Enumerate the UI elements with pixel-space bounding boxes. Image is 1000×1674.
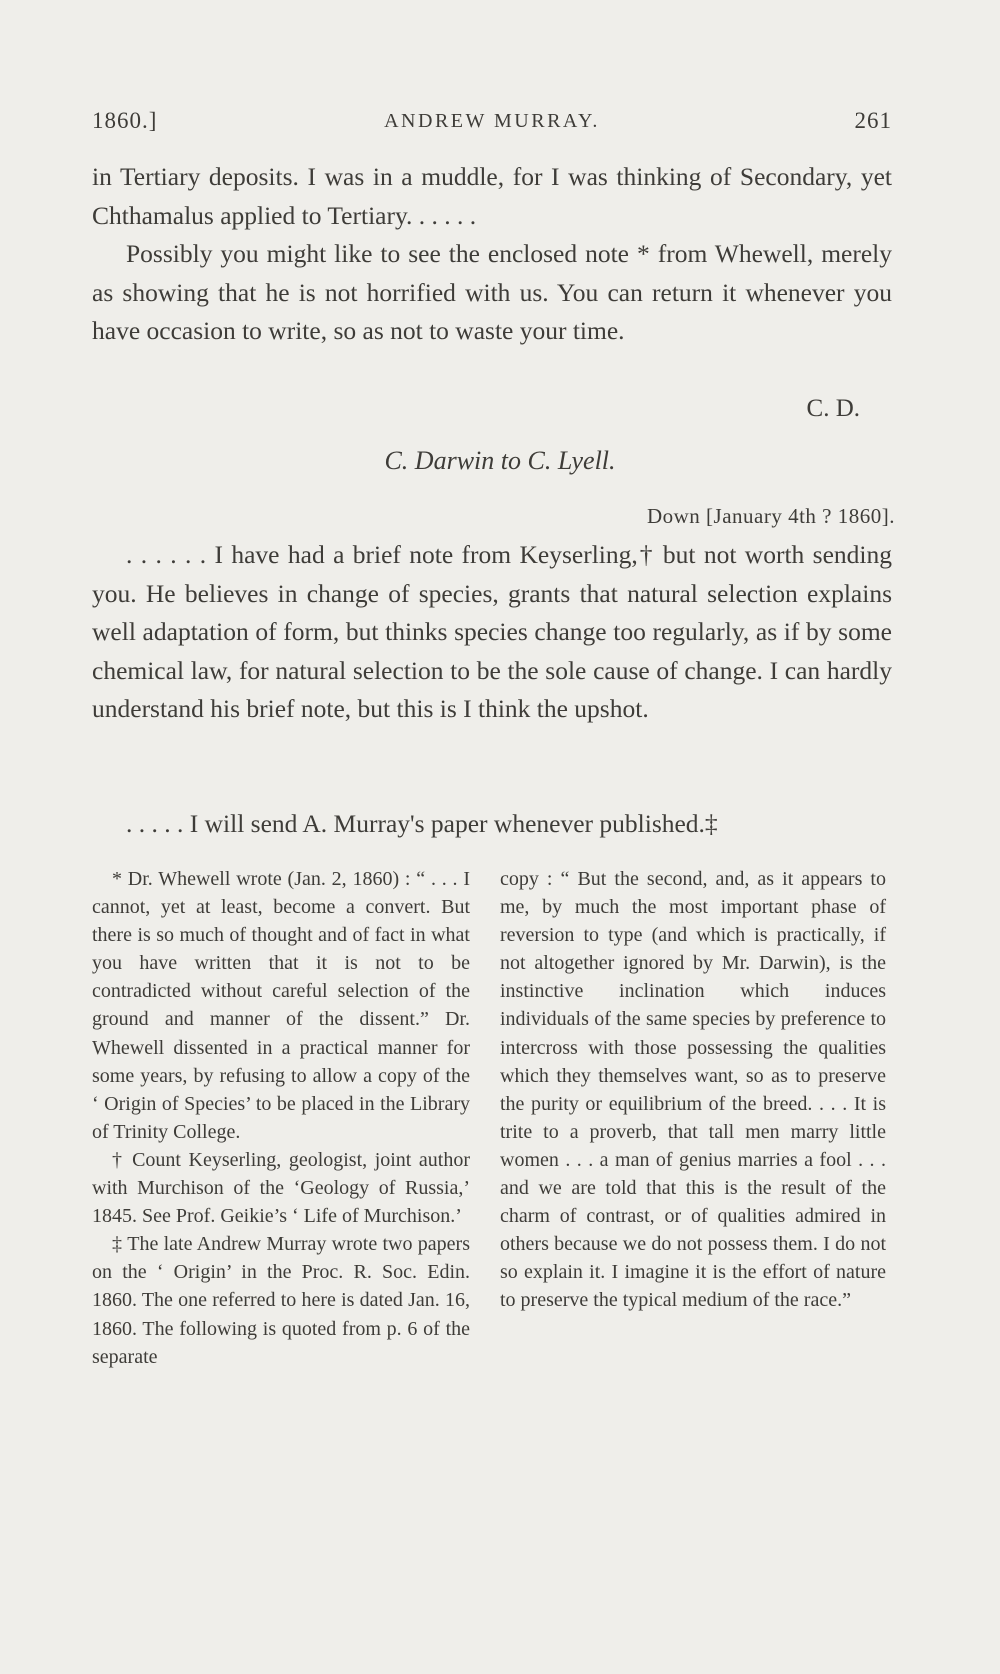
footnotes-left-column bbox=[92, 865, 470, 1371]
footnote-murray: ‡ The late Andrew Murray wrote two papers on the ‘ Origin’ in the Proc. R. Soc. Edin. 1860. The one referred to here is dated Jan. 16, 1860. The following is quoted from p. 6 of the separate bbox=[92, 1233, 470, 1368]
page-number: 261 bbox=[854, 108, 892, 133]
paragraph-continuation: in Tertiary deposits. I was in a muddle, for I was thinking of Secondary, yet Chthamalus applied to Tertiary. . . . . . bbox=[92, 162, 892, 230]
paragraph-whewell-note: Possibly you might like to see the enclosed note * from Whewell, merely as showing that he is not horrified with us. You can return it whenever you have occasion to write, so as not to waste your time. bbox=[92, 239, 892, 345]
running-header bbox=[92, 108, 892, 142]
letter-paragraph-keyserling: . . . . . . I have had a brief note from Keyserling,† but not worth sending you. He believes in change of species, grants that natural selection explains well adaptation of form, but thinks species change too regularly, as if by some chemical law, for natural selection to be the sole cause of change. I can hardly understand his brief note, but this is I think the upshot. bbox=[92, 540, 892, 723]
letter-paragraph-murray: . . . . . I will send A. Murray's paper whenever published.‡ bbox=[126, 809, 718, 838]
header-title: ANDREW MURRAY. bbox=[384, 110, 600, 132]
signature: C. D. bbox=[806, 395, 860, 422]
footnotes-right-column bbox=[500, 865, 886, 1315]
footnote-murray-continued: copy : “ But the second, and, as it appears to me, by much the most important phase of reversion to type (and which is practically, if not altogether ignored by Mr. Darwin), is the instinctive inclination which induces individuals of the same species by preference to intercross with those possessing the qualities which they themselves want, so as to preserve the purity or equilibrium of the breed. . . . It is trite to a proverb, that tall men marry little women . . . a man of genius marries a fool . . . and we are told that this is the result of the charm of contrast, or of qualities admired in others because we do not possess them. I do not so explain it. I imagine it is the effort of nature to preserve the typical medium of the race.” bbox=[500, 868, 886, 1312]
header-year: 1860.] bbox=[92, 108, 158, 133]
footnote-keyserling: † Count Keyserling, geologist, joint author with Murchison of the ‘Geology of Russia,’ 1845. See Prof. Geikie’s ‘ Life of Murchison.’ bbox=[92, 1148, 470, 1228]
footnote-whewell: * Dr. Whewell wrote (Jan. 2, 1860) : “ . . . I cannot, yet at least, become a convert. But there is so much of thought and of fact in what you have written that it is not to be contradicted without careful selection of the ground and manner of the dissent.” Dr. Whewell dissented in a practical manner for some years, by refusing to allow a copy of the ‘ Origin of Species’ to be placed in the Library of Trinity College. bbox=[92, 868, 470, 1143]
letter-title: C. Darwin to C. Lyell. bbox=[384, 446, 616, 475]
letter-dateline: Down [January 4th ? 1860]. bbox=[646, 504, 895, 528]
